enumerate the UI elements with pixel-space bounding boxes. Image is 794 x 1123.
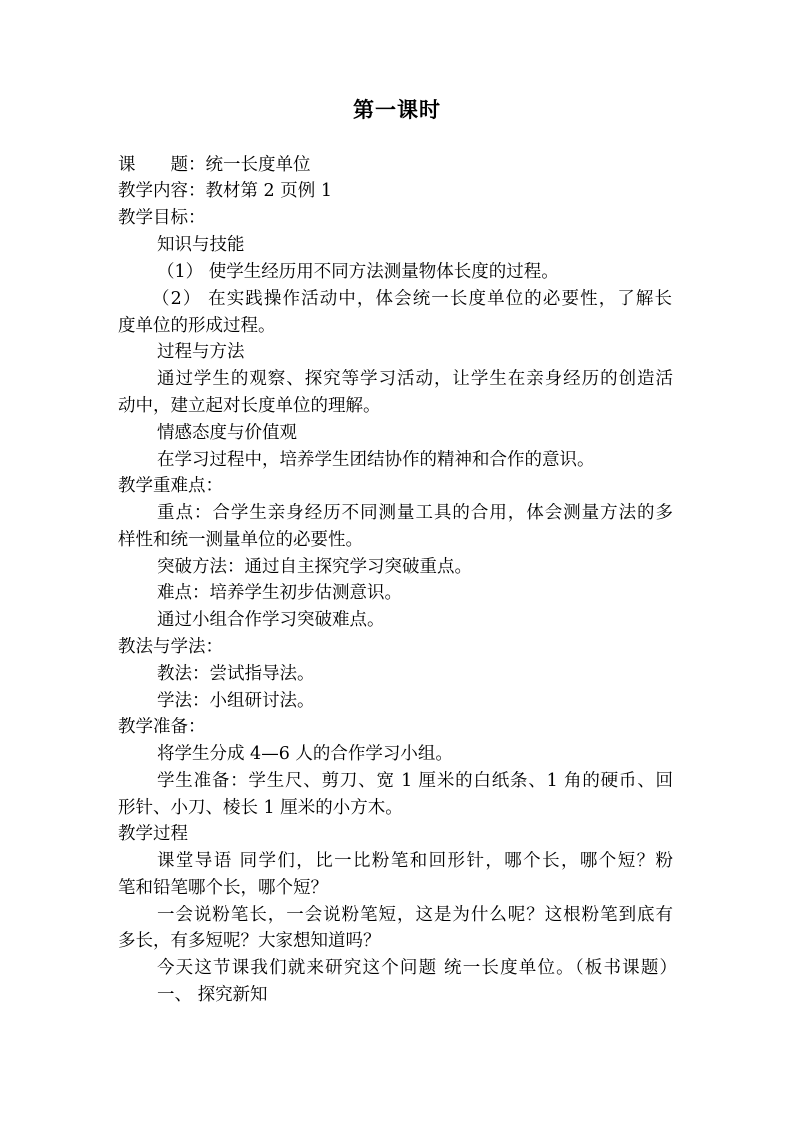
- paragraph-line: 样性和统一测量单位的必要性。: [118, 530, 363, 550]
- paragraph-line: 通过小组合作学习突破难点。: [157, 610, 385, 630]
- content-line: 教学内容：教材第 2 页例 1: [118, 181, 332, 201]
- paragraph-line: 今天这节课我们就来研究这个问题 统一长度单位。（板书课题）: [157, 958, 677, 978]
- section-heading-preparation: 教学准备：: [118, 717, 206, 737]
- paragraph-line: 学生准备：学生尺、剪刀、宽 1 厘米的白纸条、1 角的硬币、回: [157, 771, 673, 791]
- topic-line: 课 题：统一长度单位: [118, 155, 311, 175]
- section-heading-methods: 教法与学法：: [118, 637, 223, 657]
- subheading-attitude: 情感态度与价值观: [157, 423, 297, 443]
- paragraph-line: 形针、小刀、棱长 1 厘米的小方木。: [118, 798, 403, 818]
- section-heading-keypoints: 教学重难点：: [118, 476, 223, 496]
- paragraph-line: 学法：小组研讨法。: [157, 691, 315, 711]
- section-heading-process: 教学过程: [118, 824, 188, 844]
- subheading-process: 过程与方法: [157, 342, 245, 362]
- paragraph-line: 笔和铅笔哪个长，哪个短？: [118, 878, 328, 898]
- subheading-knowledge: 知识与技能: [157, 235, 245, 255]
- paragraph-line: 重点：合学生亲身经历不同测量工具的合用，体会测量方法的多: [157, 503, 673, 523]
- section-heading-goals: 教学目标：: [118, 208, 206, 228]
- paragraph-line: （2） 在实践操作活动中，体会统一长度单位的必要性，了解长: [152, 289, 672, 309]
- paragraph-line: 度单位的形成过程。: [118, 316, 276, 336]
- paragraph-line: 一会说粉笔长，一会说粉笔短，这是为什么呢？这根粉笔到底有: [157, 905, 673, 925]
- paragraph-line: 多长，有多短呢？大家想知道吗？: [118, 931, 381, 951]
- paragraph-line: 将学生分成 4—6 人的合作学习小组。: [157, 744, 453, 764]
- paragraph-line: 通过学生的观察、探究等学习活动，让学生在亲身经历的创造活: [157, 369, 673, 389]
- page-title: 第一课时: [353, 97, 441, 122]
- paragraph-line: 难点：培养学生初步估测意识。: [157, 583, 402, 603]
- paragraph-line: 教法：尝试指导法。: [157, 664, 315, 684]
- paragraph-line: 动中，建立起对长度单位的理解。: [118, 396, 381, 416]
- paragraph-line: 在学习过程中，培养学生团结协作的精神和合作的意识。: [157, 450, 595, 470]
- paragraph-line: 课堂导语 同学们，比一比粉笔和回形针，哪个长，哪个短？粉: [157, 851, 673, 871]
- subsection-heading: 一、 探究新知: [157, 985, 268, 1005]
- paragraph-line: （1） 使学生经历用不同方法测量物体长度的过程。: [157, 262, 559, 282]
- paragraph-line: 突破方法：通过自主探究学习突破重点。: [157, 557, 472, 577]
